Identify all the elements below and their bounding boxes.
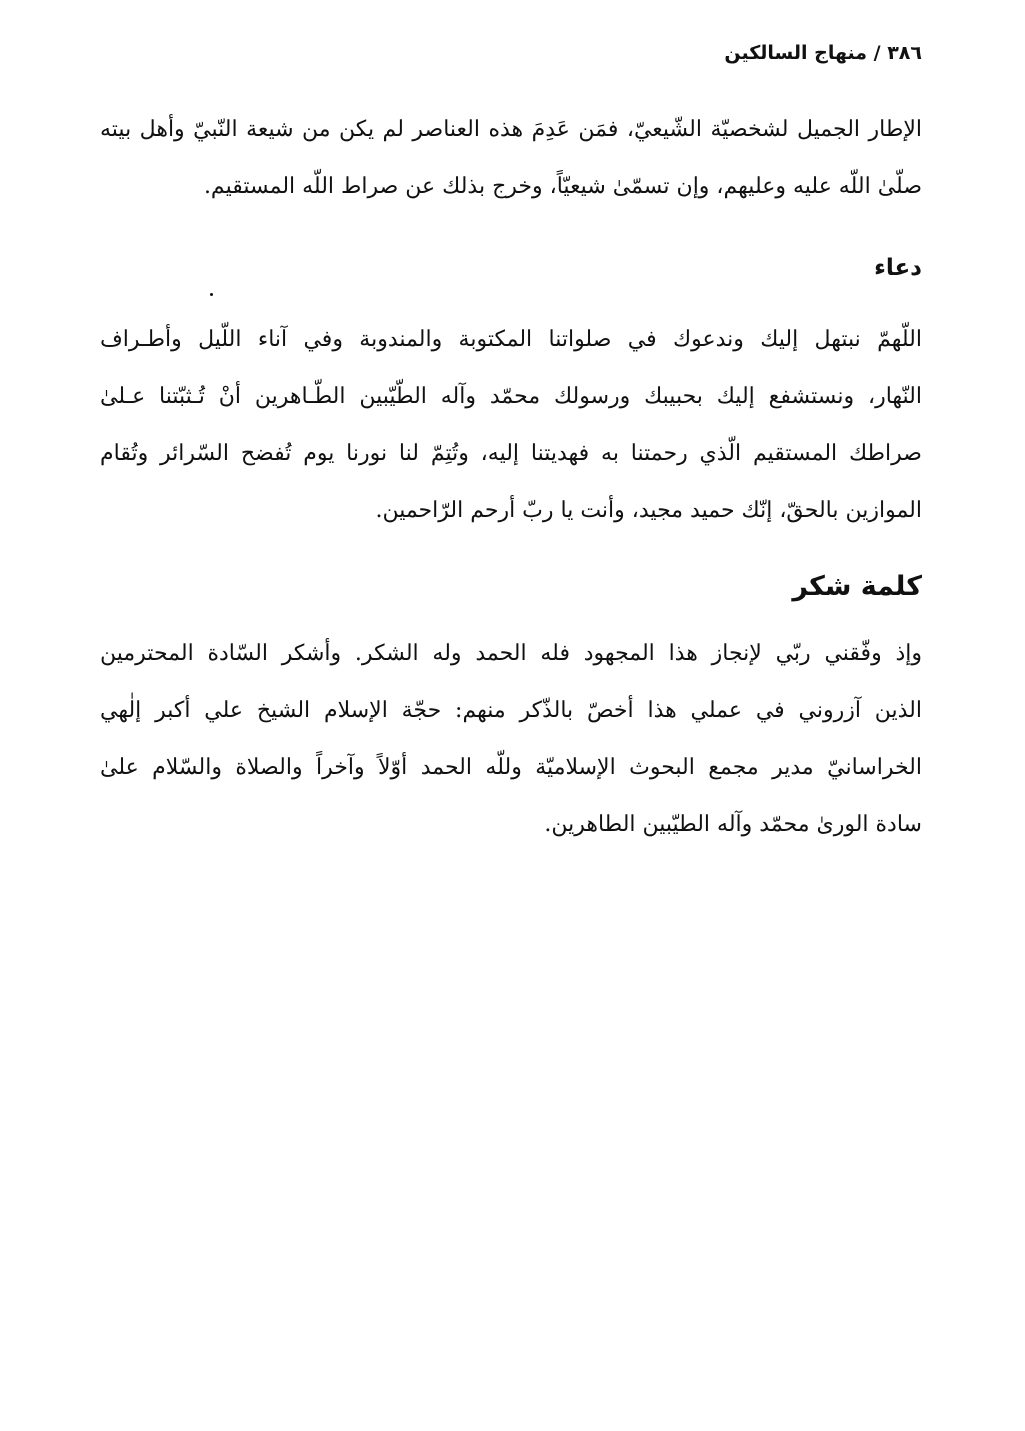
text-line: سادة الورىٰ محمّد وآله الطيّبين الطاهرين.: [544, 812, 922, 837]
dua-paragraph: [100, 311, 922, 539]
text-line: الموازين بالحقّ، إنّك حميد مجيد، وأنت يا ربّ أرحم الرّاحمين.: [375, 498, 922, 523]
text-line: النّهار، ونستشفع إليك بحبيبك ورسولك محمّد وآله الطّيّبين الطّـاهرين أنْ تُـثبّتنا عـلىٰ: [100, 384, 922, 409]
text-line: الذين آزروني في عملي هذا أخصّ بالذّكر منهم: حجّة الإسلام الشيخ علي أكبر إلٰهي: [100, 698, 922, 723]
text-line: صراطك المستقيم الّذي رحمتنا به فهديتنا إليه، وتُتِمّ لنا نورنا يوم تُفضح السّرائر وتُقام: [100, 441, 922, 466]
shukr-paragraph: [100, 625, 922, 853]
stray-dot-mark: [210, 293, 213, 296]
text-line: الخراسانيّ مدير مجمع البحوث الإسلاميّة وللّه الحمد أوّلاً وآخراً والصلاة والسّلام علىٰ: [100, 755, 922, 780]
text-line: وإذ وفّقني ربّي لإنجاز هذا المجهود فله الحمد وله الشكر. وأشكر السّادة المحترمين: [100, 641, 922, 666]
running-head: ٣٨٦ / منهاج السالكين: [724, 42, 922, 64]
section-heading-shukr: كلمة شكر: [792, 571, 922, 602]
section-heading-dua: دعاء: [874, 255, 922, 281]
text-line: صلّىٰ اللّه عليه وعليهم، وإن تسمّىٰ شيعيّاً، وخرج بذلك عن صراط اللّه المستقيم.: [203, 174, 922, 199]
intro-paragraph: [100, 101, 922, 215]
text-line: الإطار الجميل لشخصيّة الشّيعيّ، فمَن عَدِمَ هذه العناصر لم يكن من شيعة النّبيّ وأهل بيته: [100, 117, 922, 142]
text-line: اللّهمّ نبتهل إليك وندعوك في صلواتنا المكتوبة والمندوبة وفي آناء اللّيل وأطـراف: [100, 327, 922, 352]
